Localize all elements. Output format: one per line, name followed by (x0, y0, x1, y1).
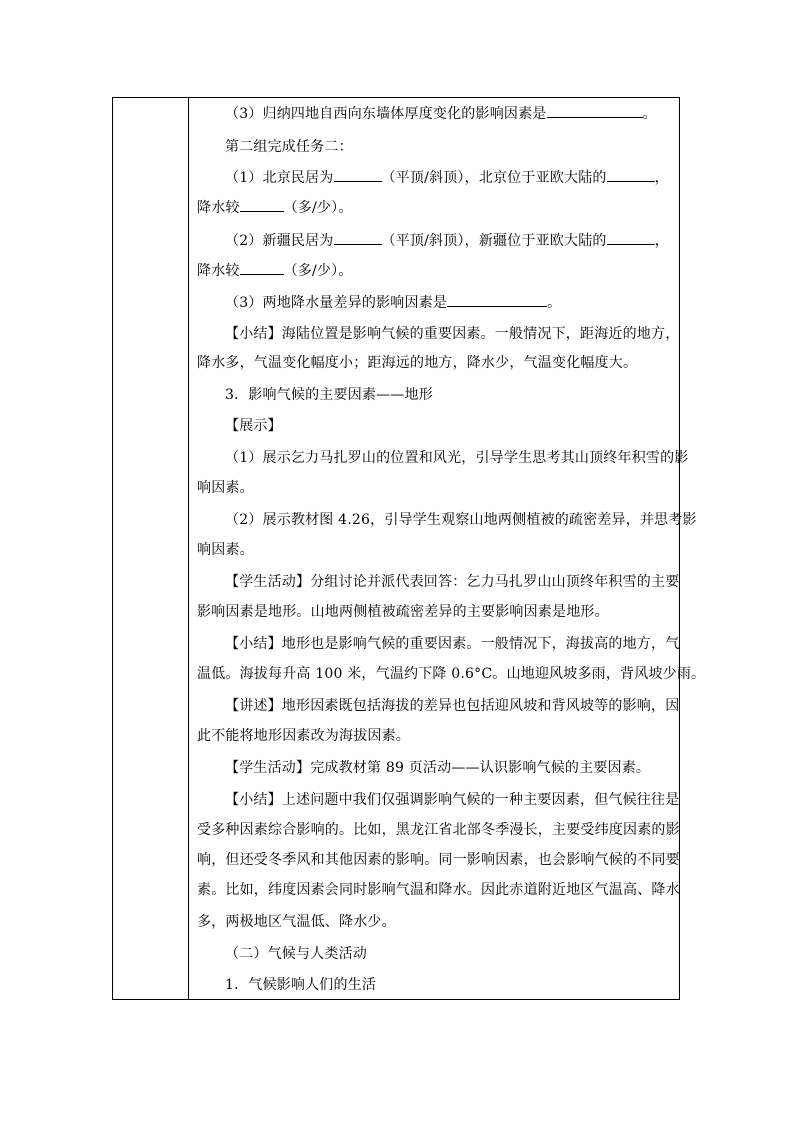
punctuation: ， (654, 233, 669, 249)
text-line (197, 260, 675, 281)
question-text: （平顶/斜顶），新疆位于亚欧大陆的 (381, 233, 607, 249)
lesson-table (112, 97, 706, 1000)
text-line: 受多种因素综合影响的。比如，黑龙江省北部冬季漫长，主要受纬度因素的影 (197, 822, 680, 838)
text-line (197, 292, 703, 313)
text-line (197, 230, 703, 251)
text-line: 影响因素是地形。山地两侧植被疏密差异的主要影响因素是地形。 (197, 604, 609, 620)
answer-blank[interactable] (240, 260, 284, 275)
text-line (197, 103, 703, 124)
punctuation: 。 (642, 106, 657, 122)
text-line: 响，但还受冬季风和其他因素的影响。同一影响因素，也会影响气候的不同要 (197, 852, 680, 868)
question-text: （2）新疆民居为 (225, 233, 334, 249)
text-line: 响因素。 (197, 480, 254, 496)
punctuation: 。 (547, 295, 562, 311)
text-line: 【小结】海陆位置是影响气候的重要因素。一般情况下，距海近的地方， (225, 326, 680, 342)
text-line: 【学生活动】完成教材第 89 页活动——认识影响气候的主要因素。 (225, 760, 651, 776)
question-text: （多/少）。 (283, 200, 353, 216)
text-line (197, 197, 675, 218)
question-text: 降水较 (197, 263, 240, 279)
answer-blank[interactable] (334, 230, 382, 245)
answer-blank[interactable] (447, 292, 547, 307)
text-line: 素。比如，纬度因素会同时影响气温和降水。因此赤道附近地区气温高、降水 (197, 882, 680, 898)
question-text: （3）两地降水量差异的影响因素是 (225, 295, 448, 311)
text-line (197, 167, 703, 188)
question-text: （3）归纳四地自西向东墙体厚度变化的影响因素是 (225, 106, 547, 122)
left-column-cell (113, 98, 189, 999)
text-line: （2）展示教材图 4.26，引导学生观察山地两侧植被的疏密差异，并思考影 (225, 512, 697, 528)
answer-blank[interactable] (607, 167, 655, 182)
text-line: 【展示】 (225, 418, 282, 434)
text-line: 降水多，气温变化幅度小；距海远的地方，降水少，气温变化幅度大。 (197, 355, 638, 371)
section-heading: （二）气候与人类活动 (225, 946, 367, 962)
section-heading: 3．影响气候的主要因素——地形 (225, 387, 433, 403)
question-text: （平顶/斜顶），北京位于亚欧大陆的 (381, 170, 607, 186)
question-text: 降水较 (197, 200, 240, 216)
text-line: （1）展示乞力马扎罗山的位置和风光，引导学生思考其山顶终年积雪的影 (225, 450, 689, 466)
question-text: （多/少）。 (283, 263, 353, 279)
answer-blank[interactable] (607, 230, 655, 245)
text-line: 多，两极地区气温低、降水少。 (197, 914, 396, 930)
answer-blank[interactable] (334, 167, 382, 182)
text-line: 此不能将地形因素改为海拔因素。 (197, 728, 410, 744)
answer-blank[interactable] (547, 103, 643, 118)
text-line: 响因素。 (197, 542, 254, 558)
text-line: 第二组完成任务二： (225, 139, 353, 155)
text-line: 温低。海拔每升高 100 米，气温约下降 0.6°C。山地迎风坡多雨，背风坡少雨。 (197, 666, 706, 682)
answer-blank[interactable] (240, 197, 284, 212)
text-line: 【讲述】地形因素既包括海拔的差异也包括迎风坡和背风坡等的影响，因 (225, 698, 680, 714)
question-text: （1）北京民居为 (225, 170, 334, 186)
section-heading: 1．气候影响人们的生活 (225, 977, 377, 993)
punctuation: ， (654, 170, 669, 186)
text-line: 【学生活动】分组讨论并派代表回答：乞力马扎罗山山顶终年积雪的主要 (225, 574, 680, 590)
text-line: 【小结】上述问题中我们仅强调影响气候的一种主要因素，但气候往往是 (225, 792, 680, 808)
text-line: 【小结】地形也是影响气候的重要因素。一般情况下，海拔高的地方，气 (225, 636, 680, 652)
